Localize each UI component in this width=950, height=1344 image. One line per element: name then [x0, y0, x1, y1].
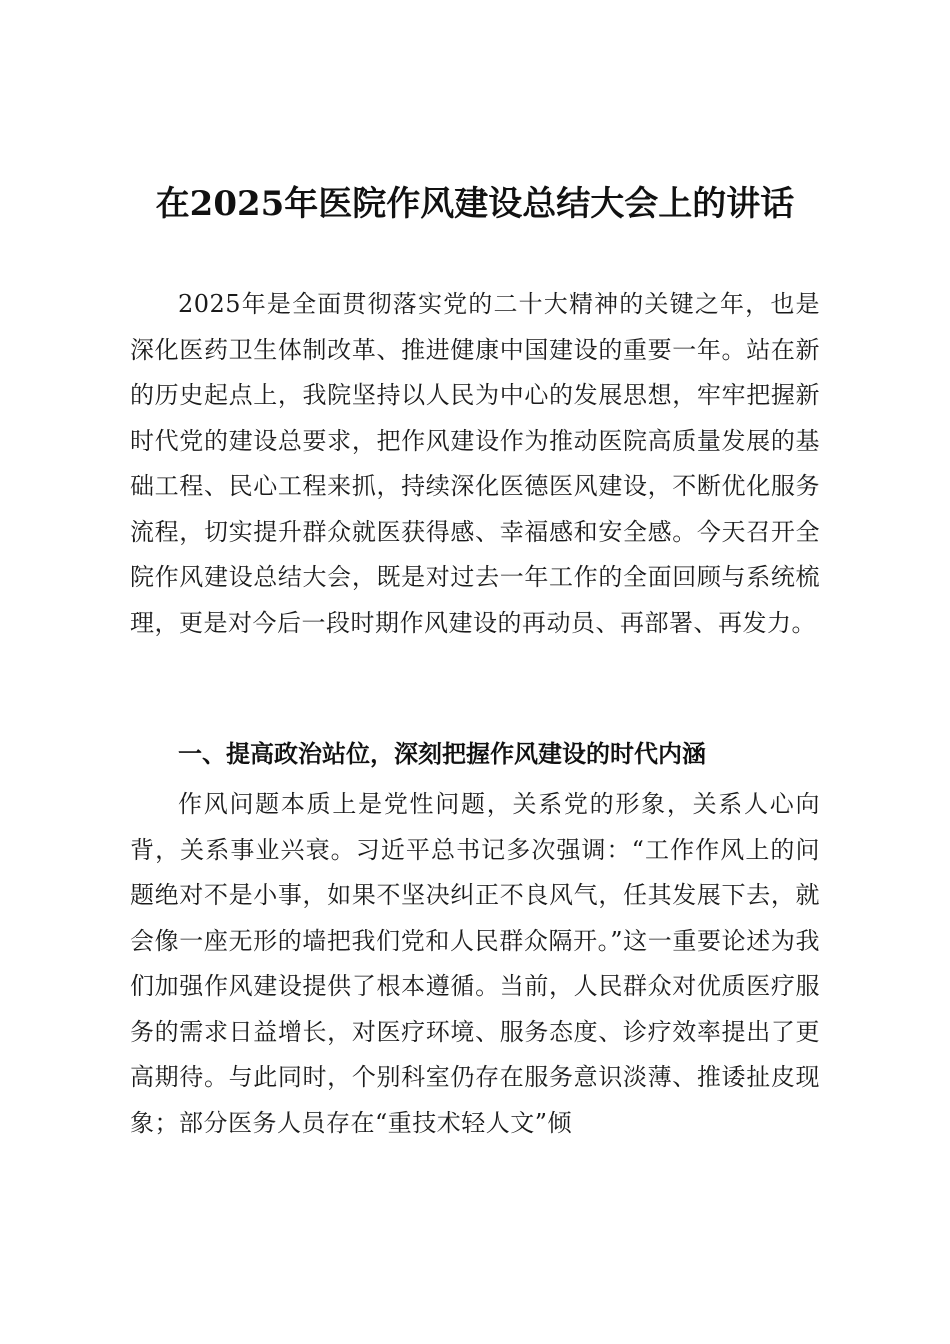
- intro-paragraph: 2025年是全面贯彻落实党的二十大精神的关键之年，也是深化医药卫生体制改革、推进健康中国建设的重要一年。站在新的历史起点上，我院坚持以人民为中心的发展思想，牢牢把握新时代党的建设总要求，把作风建设作为推动医院高质量发展的基础工程、民心工程来抓，持续深化医德医风建设，不断优化服务流程，切实提升群众就医获得感、幸福感和安全感。今天召开全院作风建设总结大会，既是对过去一年工作的全面回顾与系统梳理，更是对今后一段时期作风建设的再动员、再部署、再发力。: [130, 290, 820, 637]
- section-heading-1: 一、提高政治站位，深刻把握作风建设的时代内涵: [178, 740, 706, 768]
- document-title: 在2025年医院作风建设总结大会上的讲话: [155, 184, 795, 224]
- section-1-paragraph: 作风问题本质上是党性问题，关系党的形象，关系人心向背，关系事业兴衰。习近平总书记多次强调：“工作作风上的问题绝对不是小事，如果不坚决纠正不良风气，任其发展下去，就会像一座无形的墙把我们党和人民群众隔开。”这一重要论述为我们加强作风建设提供了根本遵循。当前，人民群众对优质医疗服务的需求日益增长，对医疗环境、服务态度、诊疗效率提出了更高期待。与此同时，个别科室仍存在服务意识淡薄、推诿扯皮现象；部分医务人员存在“重技术轻人文”倾: [130, 790, 820, 1137]
